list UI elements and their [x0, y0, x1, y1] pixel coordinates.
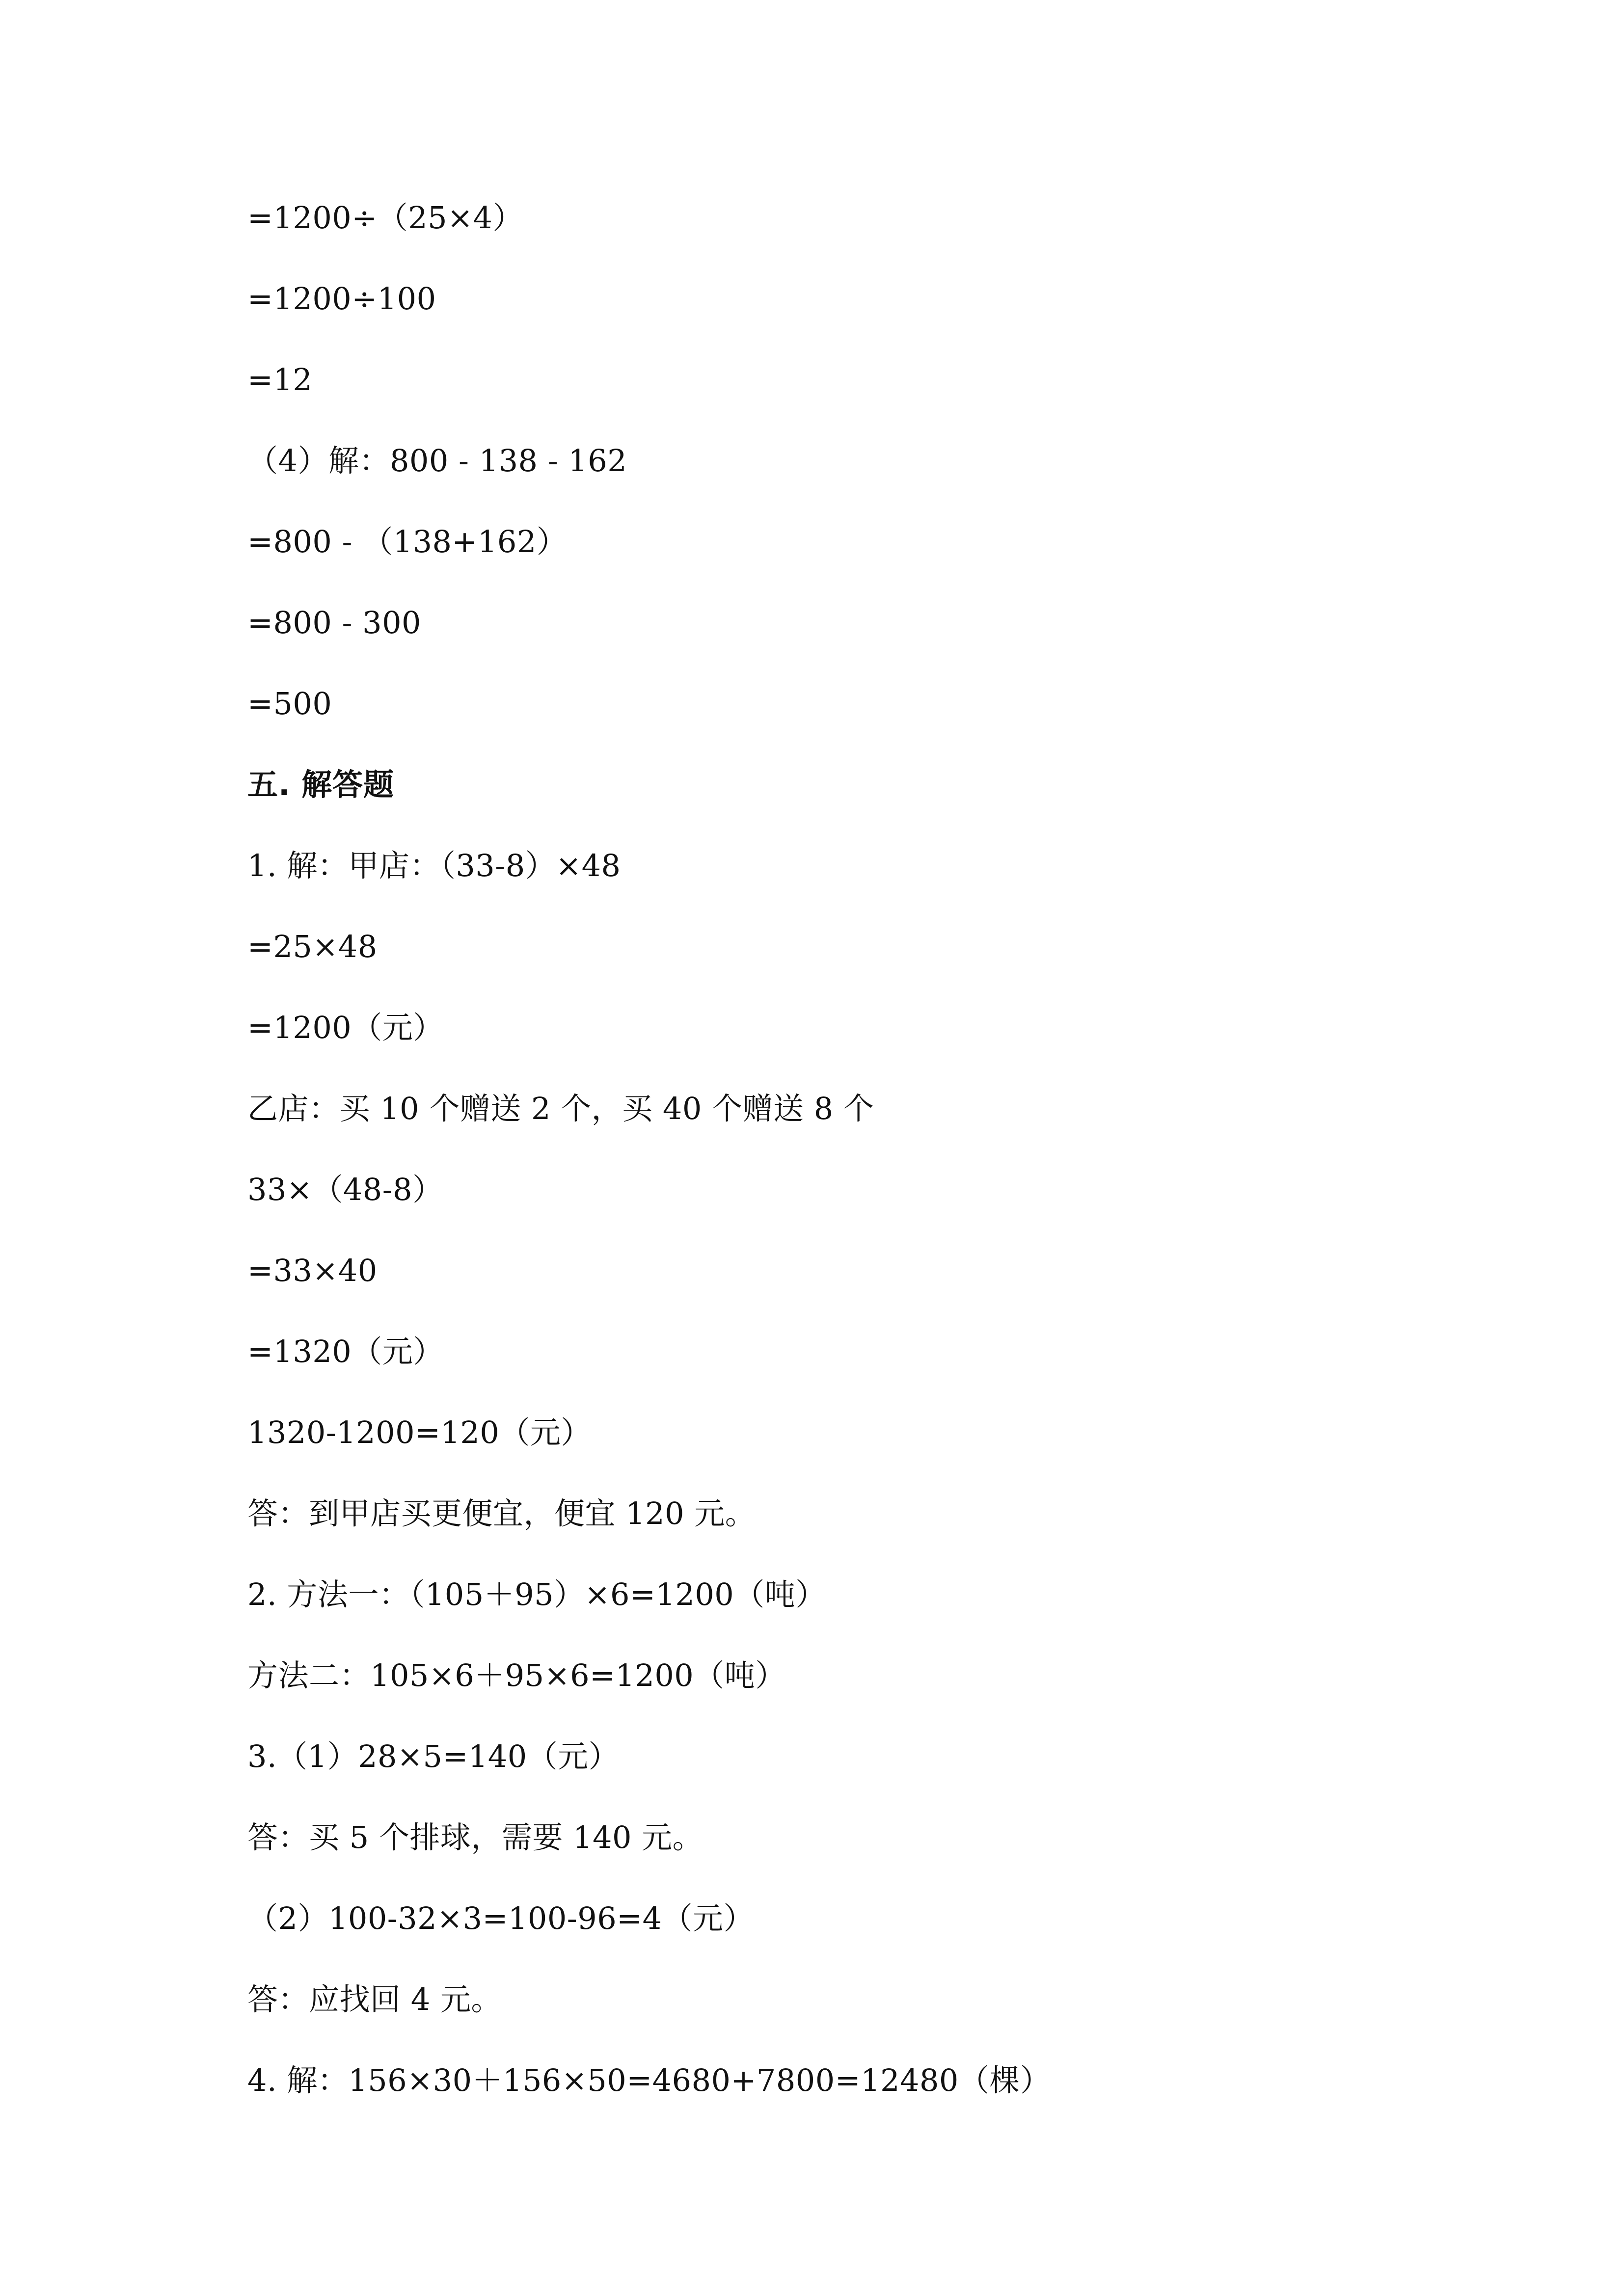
section-title: 五. 解答题: [247, 767, 395, 802]
calc-line-10: =25×48: [247, 929, 378, 964]
question-4-solution: 4. 解：156×30＋156×50=4680+7800=12480（棵）: [247, 2062, 1051, 2098]
calc-line-2: =1200÷100: [247, 281, 436, 317]
question-1-solution: 1. 解：甲店：（33-8）×48: [247, 848, 621, 883]
question-3-part-1: 3.（1）28×5=140（元）: [247, 1738, 620, 1774]
question-3-part-2: （2）100-32×3=100-96=4（元）: [247, 1900, 755, 1936]
difference-line: 1320-1200=120（元）: [247, 1415, 592, 1450]
answer-content: [247, 198, 1524, 2142]
answer-1: 答：到甲店买更便宜，便宜 120 元。: [247, 1495, 756, 1531]
calc-line-5: =800 - （138+162）: [247, 524, 568, 560]
answer-3-part-1: 答：买 5 个排球，需要 140 元。: [247, 1819, 704, 1855]
calc-line-3: =12: [247, 362, 313, 398]
calc-line-11: =1200（元）: [247, 1010, 444, 1045]
calc-line-15: =1320（元）: [247, 1334, 444, 1369]
question-2-method-2: 方法二：105×6＋95×6=1200（吨）: [247, 1657, 786, 1693]
problem-4-solution: （4）解：800 - 138 - 162: [247, 443, 627, 479]
question-2-method-1: 2. 方法一：（105＋95）×6=1200（吨）: [247, 1576, 826, 1612]
calc-line-1: =1200÷（25×4）: [247, 200, 523, 236]
calc-line-13: 33×（48-8）: [247, 1172, 443, 1207]
answer-3-part-2: 答：应找回 4 元。: [247, 1981, 502, 2017]
shop-b-rule: 乙店：买 10 个赠送 2 个，买 40 个赠送 8 个: [247, 1091, 874, 1126]
calc-line-14: =33×40: [247, 1253, 378, 1288]
calc-line-7: =500: [247, 686, 332, 721]
calc-line-6: =800 - 300: [247, 605, 421, 641]
